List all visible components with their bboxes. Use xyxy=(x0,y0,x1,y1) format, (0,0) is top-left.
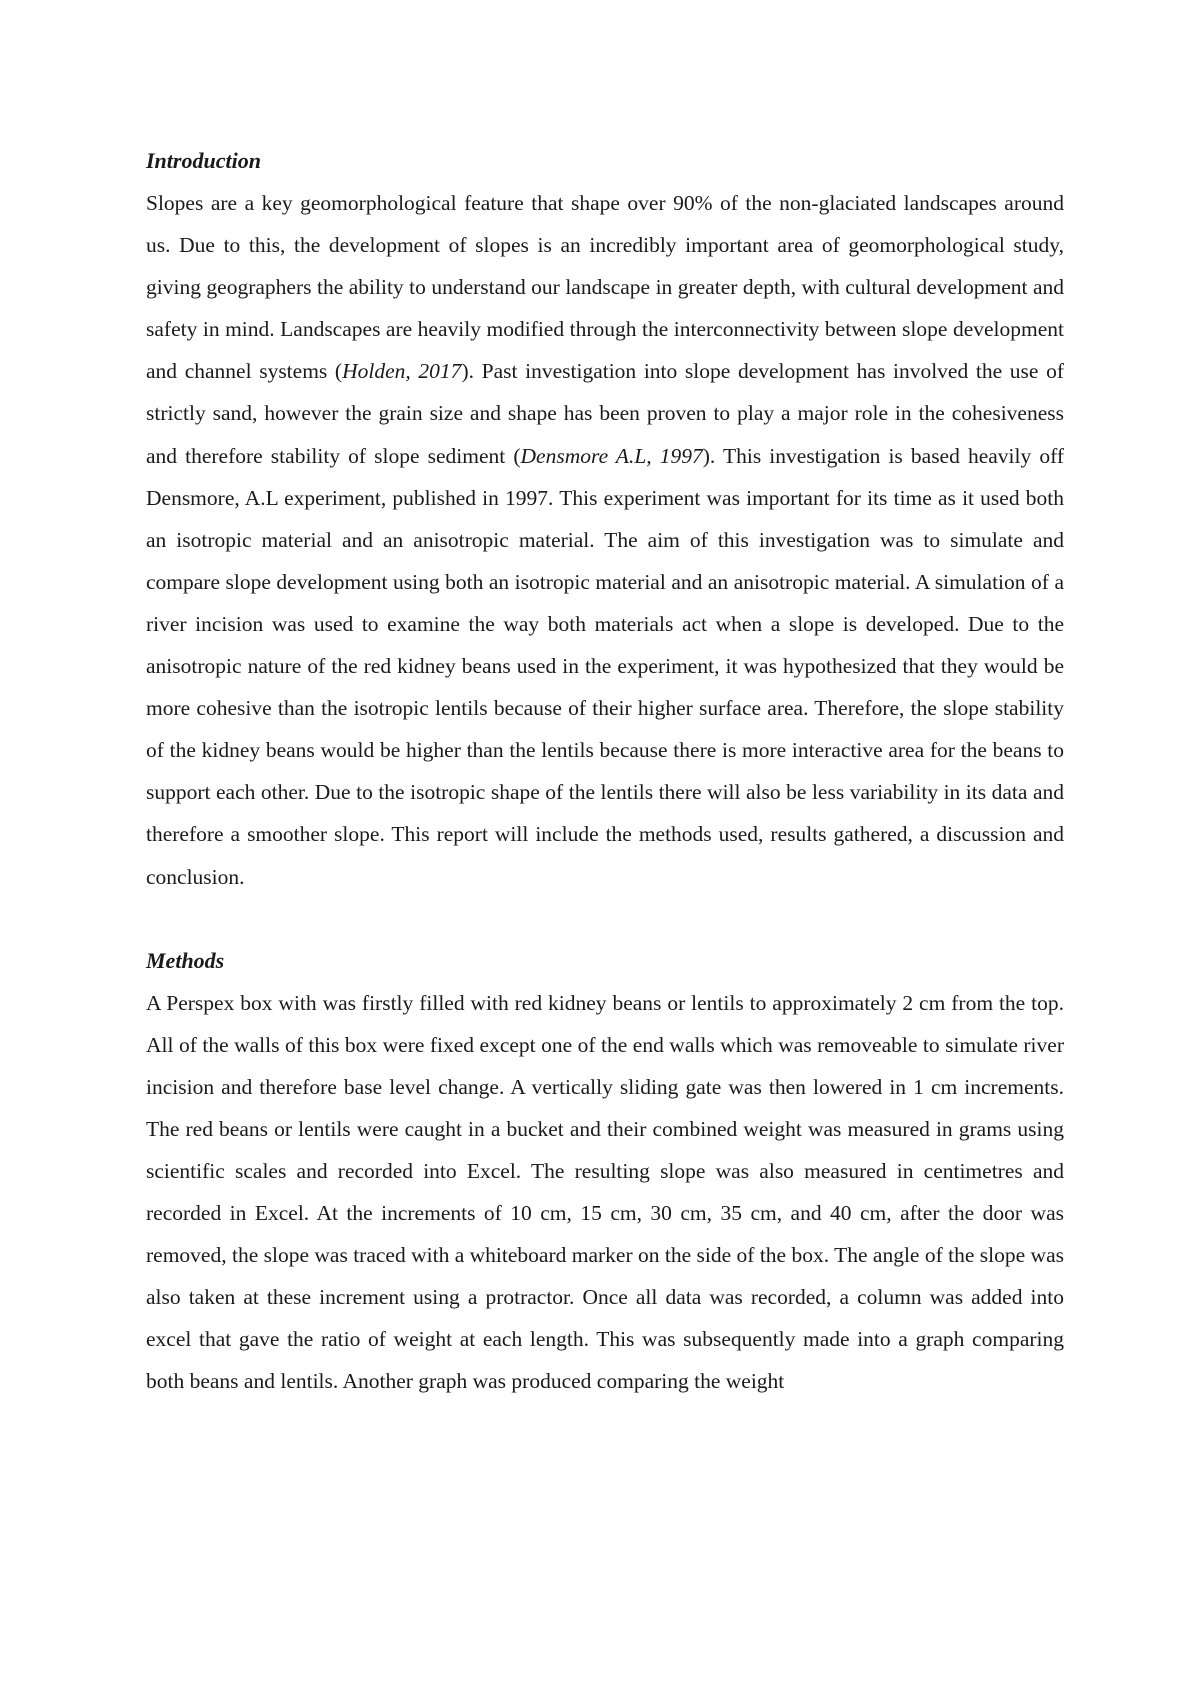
methods-heading: Methods xyxy=(146,947,225,973)
citation-densmore: Densmore A.L, 1997 xyxy=(520,443,703,468)
citation-holden: Holden, 2017 xyxy=(342,359,462,384)
introduction-paragraph xyxy=(146,182,1064,898)
section-spacer xyxy=(146,898,1064,940)
document-body xyxy=(146,140,1064,1403)
intro-text-part-3: ). This investigation is based heavily off Densmore, A.L experiment, published in 1997. This experiment was important for its time as it used both an isotropic material and an anisotropic material. The aim of this investigation was to simulate and compare slope development using both an isotropic material and an anisotropic material. A simulation of a river incision was used to examine the way both materials act when a slope is developed. Due to the anisotropic nature of the red kidney beans used in the experiment, it was hypothesized that they would be more cohesive than the isotropic lentils because of their higher surface area. Therefore, the slope stability of the kidney beans would be higher than the lentils because there is more interactive area for the beans to support each other. Due to the isotropic shape of the lentils there will also be less variability in its data and therefore a smoother slope. This report will include the methods used, results gathered, a discussion and conclusion. xyxy=(146,443,1064,889)
methods-paragraph: A Perspex box with was firstly filled with red kidney beans or lentils to approximately 2 cm from the top. All of the walls of this box were fixed except one of the end walls which was removeable to simulate river incision and therefore base level change. A vertically sliding gate was then lowered in 1 cm increments. The red beans or lentils were caught in a bucket and their combined weight was measured in grams using scientific scales and recorded into Excel. The resulting slope was also measured in centimetres and recorded in Excel. At the increments of 10 cm, 15 cm, 30 cm, 35 cm, and 40 cm, after the door was removed, the slope was traced with a whiteboard marker on the side of the box. The angle of the slope was also taken at these increment using a protractor. Once all data was recorded, a column was added into excel that gave the ratio of weight at each length. This was subsequently made into a graph comparing both beans and lentils. Another graph was produced comparing the weight xyxy=(146,990,1064,1394)
intro-text-part-2: ). Past investigation into slope development has involved the use of strictly sand, however the grain size and shape has been proven to play a major role in the cohesiveness and therefore stability of slope sediment ( xyxy=(146,359,1065,468)
intro-text-part-1: Slopes are a key geomorphological feature that shape over 90% of the non-glaciated landscapes around us. Due to this, the development of slopes is an incredibly important area of geomorphological study, giving geographers the ability to understand our landscape in greater depth, with cultural development and safety in mind. Landscapes are heavily modified through the interconnectivity between slope development and channel systems ( xyxy=(146,191,1064,384)
introduction-heading: Introduction xyxy=(146,148,261,173)
